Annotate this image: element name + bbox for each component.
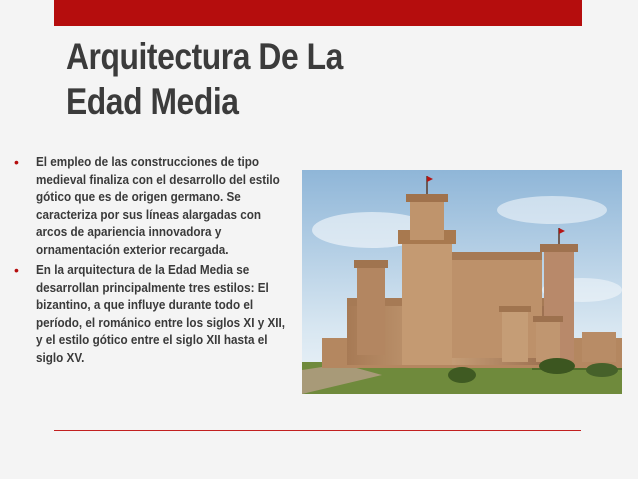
bullet-text: En la arquitectura de la Edad Media se desarrollan principalmente tres estilos: El bizantino, a que influye durante todo el período, el románico entre los siglos XI y XII, y el estilo gótico entre el siglo XII hasta el siglo XV.: [36, 262, 286, 365]
slide-title: Arquitectura De La Edad Media: [66, 36, 343, 122]
bullet-list: [14, 153, 304, 369]
bullet-dot-icon: •: [14, 262, 19, 278]
castle-photo: [302, 170, 622, 394]
bullet-dot-icon: •: [14, 154, 19, 170]
bullet-item: [14, 261, 304, 366]
bullet-text: El empleo de las construcciones de tipo medieval finaliza con el desarrollo del estilo gótico que es de origen germano. Se caracteriza por sus líneas alargadas con arcos de apariencia innovadora y ornamentación exterior recargada.: [36, 154, 280, 257]
bullet-item: [14, 153, 304, 258]
bottom-divider: [54, 430, 581, 431]
top-accent-bar: [54, 0, 582, 26]
